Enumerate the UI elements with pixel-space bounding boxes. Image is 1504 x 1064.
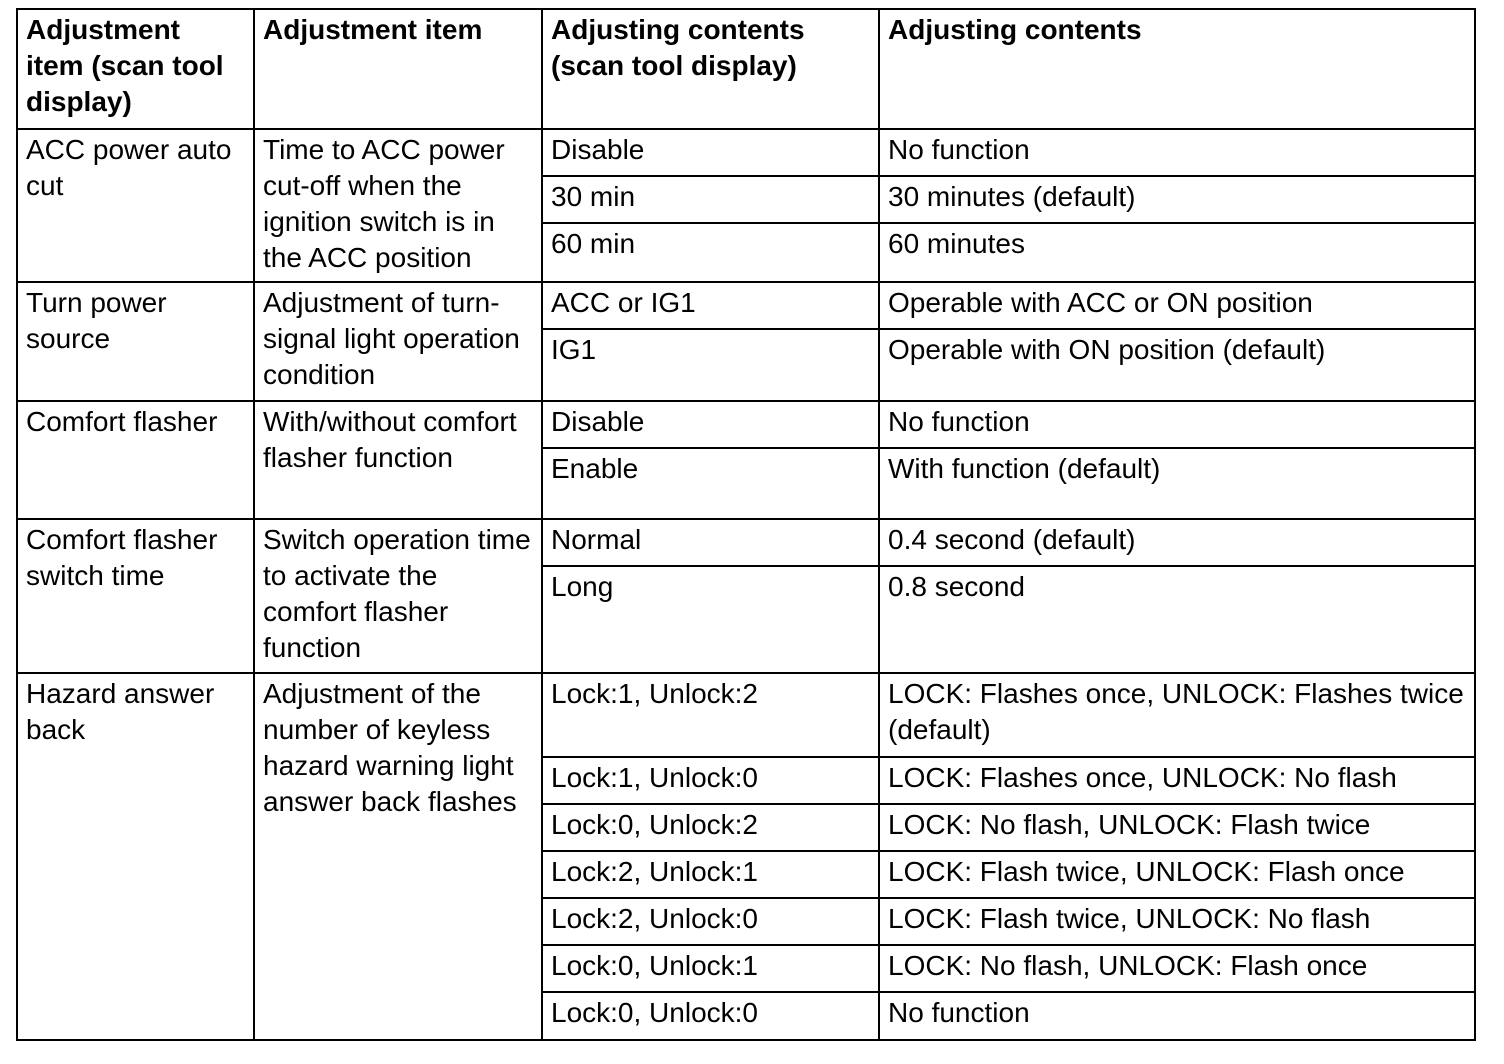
option-content-cell: 60 minutes	[879, 223, 1475, 282]
option-display-cell: Normal	[542, 519, 879, 566]
header-contents-display: Adjusting contents (scan tool display)	[542, 9, 879, 129]
option-content-cell: Operable with ON position (default)	[879, 329, 1475, 401]
option-display-cell: Lock:2, Unlock:1	[542, 851, 879, 898]
option-content-cell: No function	[879, 992, 1475, 1040]
item-display-cell: Turn power source	[17, 282, 254, 401]
option-display-cell: Long	[542, 566, 879, 673]
option-display-cell: Lock:1, Unlock:2	[542, 673, 879, 757]
option-content-cell: LOCK: No flash, UNLOCK: Flash once	[879, 945, 1475, 992]
table-row	[17, 673, 1475, 757]
header-item: Adjustment item	[254, 9, 542, 129]
option-display-cell: Disable	[542, 401, 879, 448]
option-content-cell: No function	[879, 401, 1475, 448]
option-display-cell: Lock:0, Unlock:1	[542, 945, 879, 992]
option-content-cell: 0.4 second (default)	[879, 519, 1475, 566]
option-display-cell: Lock:2, Unlock:0	[542, 898, 879, 945]
item-cell: Adjustment of the number of keyless hazard warning light answer back flashes	[254, 673, 542, 1040]
header-contents: Adjusting contents	[879, 9, 1475, 129]
header-row	[17, 9, 1475, 129]
table-row	[17, 401, 1475, 448]
option-display-cell: 60 min	[542, 223, 879, 282]
item-display-cell: Hazard answer back	[17, 673, 254, 1040]
option-content-cell: LOCK: Flashes once, UNLOCK: No flash	[879, 757, 1475, 804]
option-display-cell: IG1	[542, 329, 879, 401]
option-content-cell: No function	[879, 129, 1475, 176]
option-display-cell: Lock:0, Unlock:0	[542, 992, 879, 1040]
option-content-cell: LOCK: Flash twice, UNLOCK: No flash	[879, 898, 1475, 945]
header-item-display: Adjustment item (scan tool display)	[17, 9, 254, 129]
item-display-cell: ACC power auto cut	[17, 129, 254, 282]
item-cell: Switch operation time to activate the comfort flasher function	[254, 519, 542, 673]
item-cell: Adjustment of turn-signal light operation condition	[254, 282, 542, 401]
option-display-cell: Enable	[542, 448, 879, 519]
option-content-cell: 30 minutes (default)	[879, 176, 1475, 223]
table-row	[17, 519, 1475, 566]
table-row	[17, 282, 1475, 329]
table-row	[17, 129, 1475, 176]
item-display-cell: Comfort flasher	[17, 401, 254, 519]
option-display-cell: Disable	[542, 129, 879, 176]
option-content-cell: With function (default)	[879, 448, 1475, 519]
option-content-cell: Operable with ACC or ON position	[879, 282, 1475, 329]
option-content-cell: LOCK: Flash twice, UNLOCK: Flash once	[879, 851, 1475, 898]
option-display-cell: Lock:0, Unlock:2	[542, 804, 879, 851]
item-cell: Time to ACC power cut-off when the ignition switch is in the ACC position	[254, 129, 542, 282]
settings-table	[16, 8, 1476, 1041]
option-content-cell: LOCK: No flash, UNLOCK: Flash twice	[879, 804, 1475, 851]
option-content-cell: LOCK: Flashes once, UNLOCK: Flashes twice (default)	[879, 673, 1475, 757]
option-display-cell: 30 min	[542, 176, 879, 223]
item-cell: With/without comfort flasher function	[254, 401, 542, 519]
option-display-cell: Lock:1, Unlock:0	[542, 757, 879, 804]
option-content-cell: 0.8 second	[879, 566, 1475, 673]
item-display-cell: Comfort flasher switch time	[17, 519, 254, 673]
option-display-cell: ACC or IG1	[542, 282, 879, 329]
